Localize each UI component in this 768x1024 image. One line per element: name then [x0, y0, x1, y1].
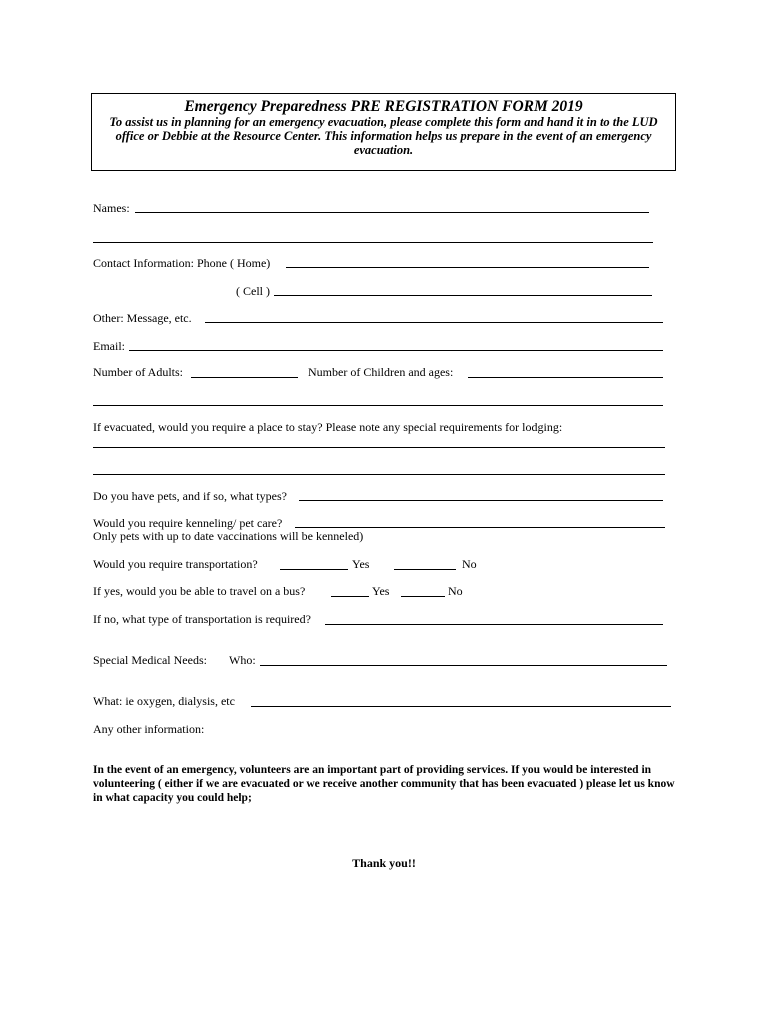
kennel-label: Would you require kenneling/ pet care? — [93, 516, 283, 530]
medical-who-label: Who: — [229, 653, 256, 667]
children-field[interactable] — [468, 377, 663, 378]
bus-no-label: No — [448, 584, 463, 598]
names-label: Names: — [93, 201, 130, 215]
home-phone-field[interactable] — [286, 267, 649, 268]
email-field[interactable] — [129, 350, 663, 351]
form-title: Emergency Preparedness PRE REGISTRATION FORM 2019 — [184, 98, 583, 115]
pets-field[interactable] — [299, 500, 663, 501]
cell-phone-field[interactable] — [274, 295, 652, 296]
form-instructions: To assist us in planning for an emergency evacuation, please complete this form and hand it in to the LUD office or Debbie at the Resource Center. This information helps us prepare in the event of an emergency evacuation. — [109, 115, 658, 157]
lodging-field-line-2[interactable] — [93, 474, 665, 475]
form-header-box — [91, 93, 676, 171]
contact-label: Contact Information: Phone ( Home) — [93, 256, 271, 270]
what-field[interactable] — [251, 706, 671, 707]
names-field[interactable] — [135, 212, 649, 213]
children-label: Number of Children and ages: — [308, 365, 454, 379]
volunteer-paragraph: In the event of an emergency, volunteers are an important part of providing services. If you would be interested in volunteering ( either if we are evacuated or we receive another community that has been evacuated ) please let us know in what capacity you could help; — [93, 764, 675, 804]
what-label: What: ie oxygen, dialysis, etc — [93, 694, 235, 708]
children-field-line-2[interactable] — [93, 405, 663, 406]
transport-yes-label: Yes — [352, 557, 370, 571]
other-field[interactable] — [205, 322, 663, 323]
medical-who-field[interactable] — [260, 665, 667, 666]
kennel-field[interactable] — [295, 527, 665, 528]
transport-label: Would you require transportation? — [93, 557, 258, 571]
other-label: Other: Message, etc. — [93, 311, 192, 325]
pets-label: Do you have pets, and if so, what types? — [93, 489, 287, 503]
thank-you-text: Thank you!! — [352, 856, 416, 870]
transport-type-label: If no, what type of transportation is required? — [93, 612, 311, 626]
bus-yes-field[interactable] — [331, 596, 369, 597]
medical-label: Special Medical Needs: — [93, 653, 207, 667]
adults-field[interactable] — [191, 377, 298, 378]
transport-yes-field[interactable] — [280, 569, 348, 570]
bus-yes-label: Yes — [372, 584, 390, 598]
lodging-field-line-1[interactable] — [93, 447, 665, 448]
bus-label: If yes, would you be able to travel on a bus? — [93, 584, 306, 598]
email-label: Email: — [93, 339, 125, 353]
kennel-note: Only pets with up to date vaccinations will be kenneled) — [93, 529, 364, 543]
bus-no-field[interactable] — [401, 596, 445, 597]
transport-no-label: No — [462, 557, 477, 571]
cell-label: ( Cell ) — [236, 284, 270, 298]
other-info-label: Any other information: — [93, 722, 205, 736]
transport-no-field[interactable] — [394, 569, 456, 570]
lodging-label: If evacuated, would you require a place to stay? Please note any special requirements for lodging: — [93, 420, 563, 434]
names-field-line-2[interactable] — [93, 242, 653, 243]
transport-type-field[interactable] — [325, 624, 663, 625]
adults-label: Number of Adults: — [93, 365, 183, 379]
